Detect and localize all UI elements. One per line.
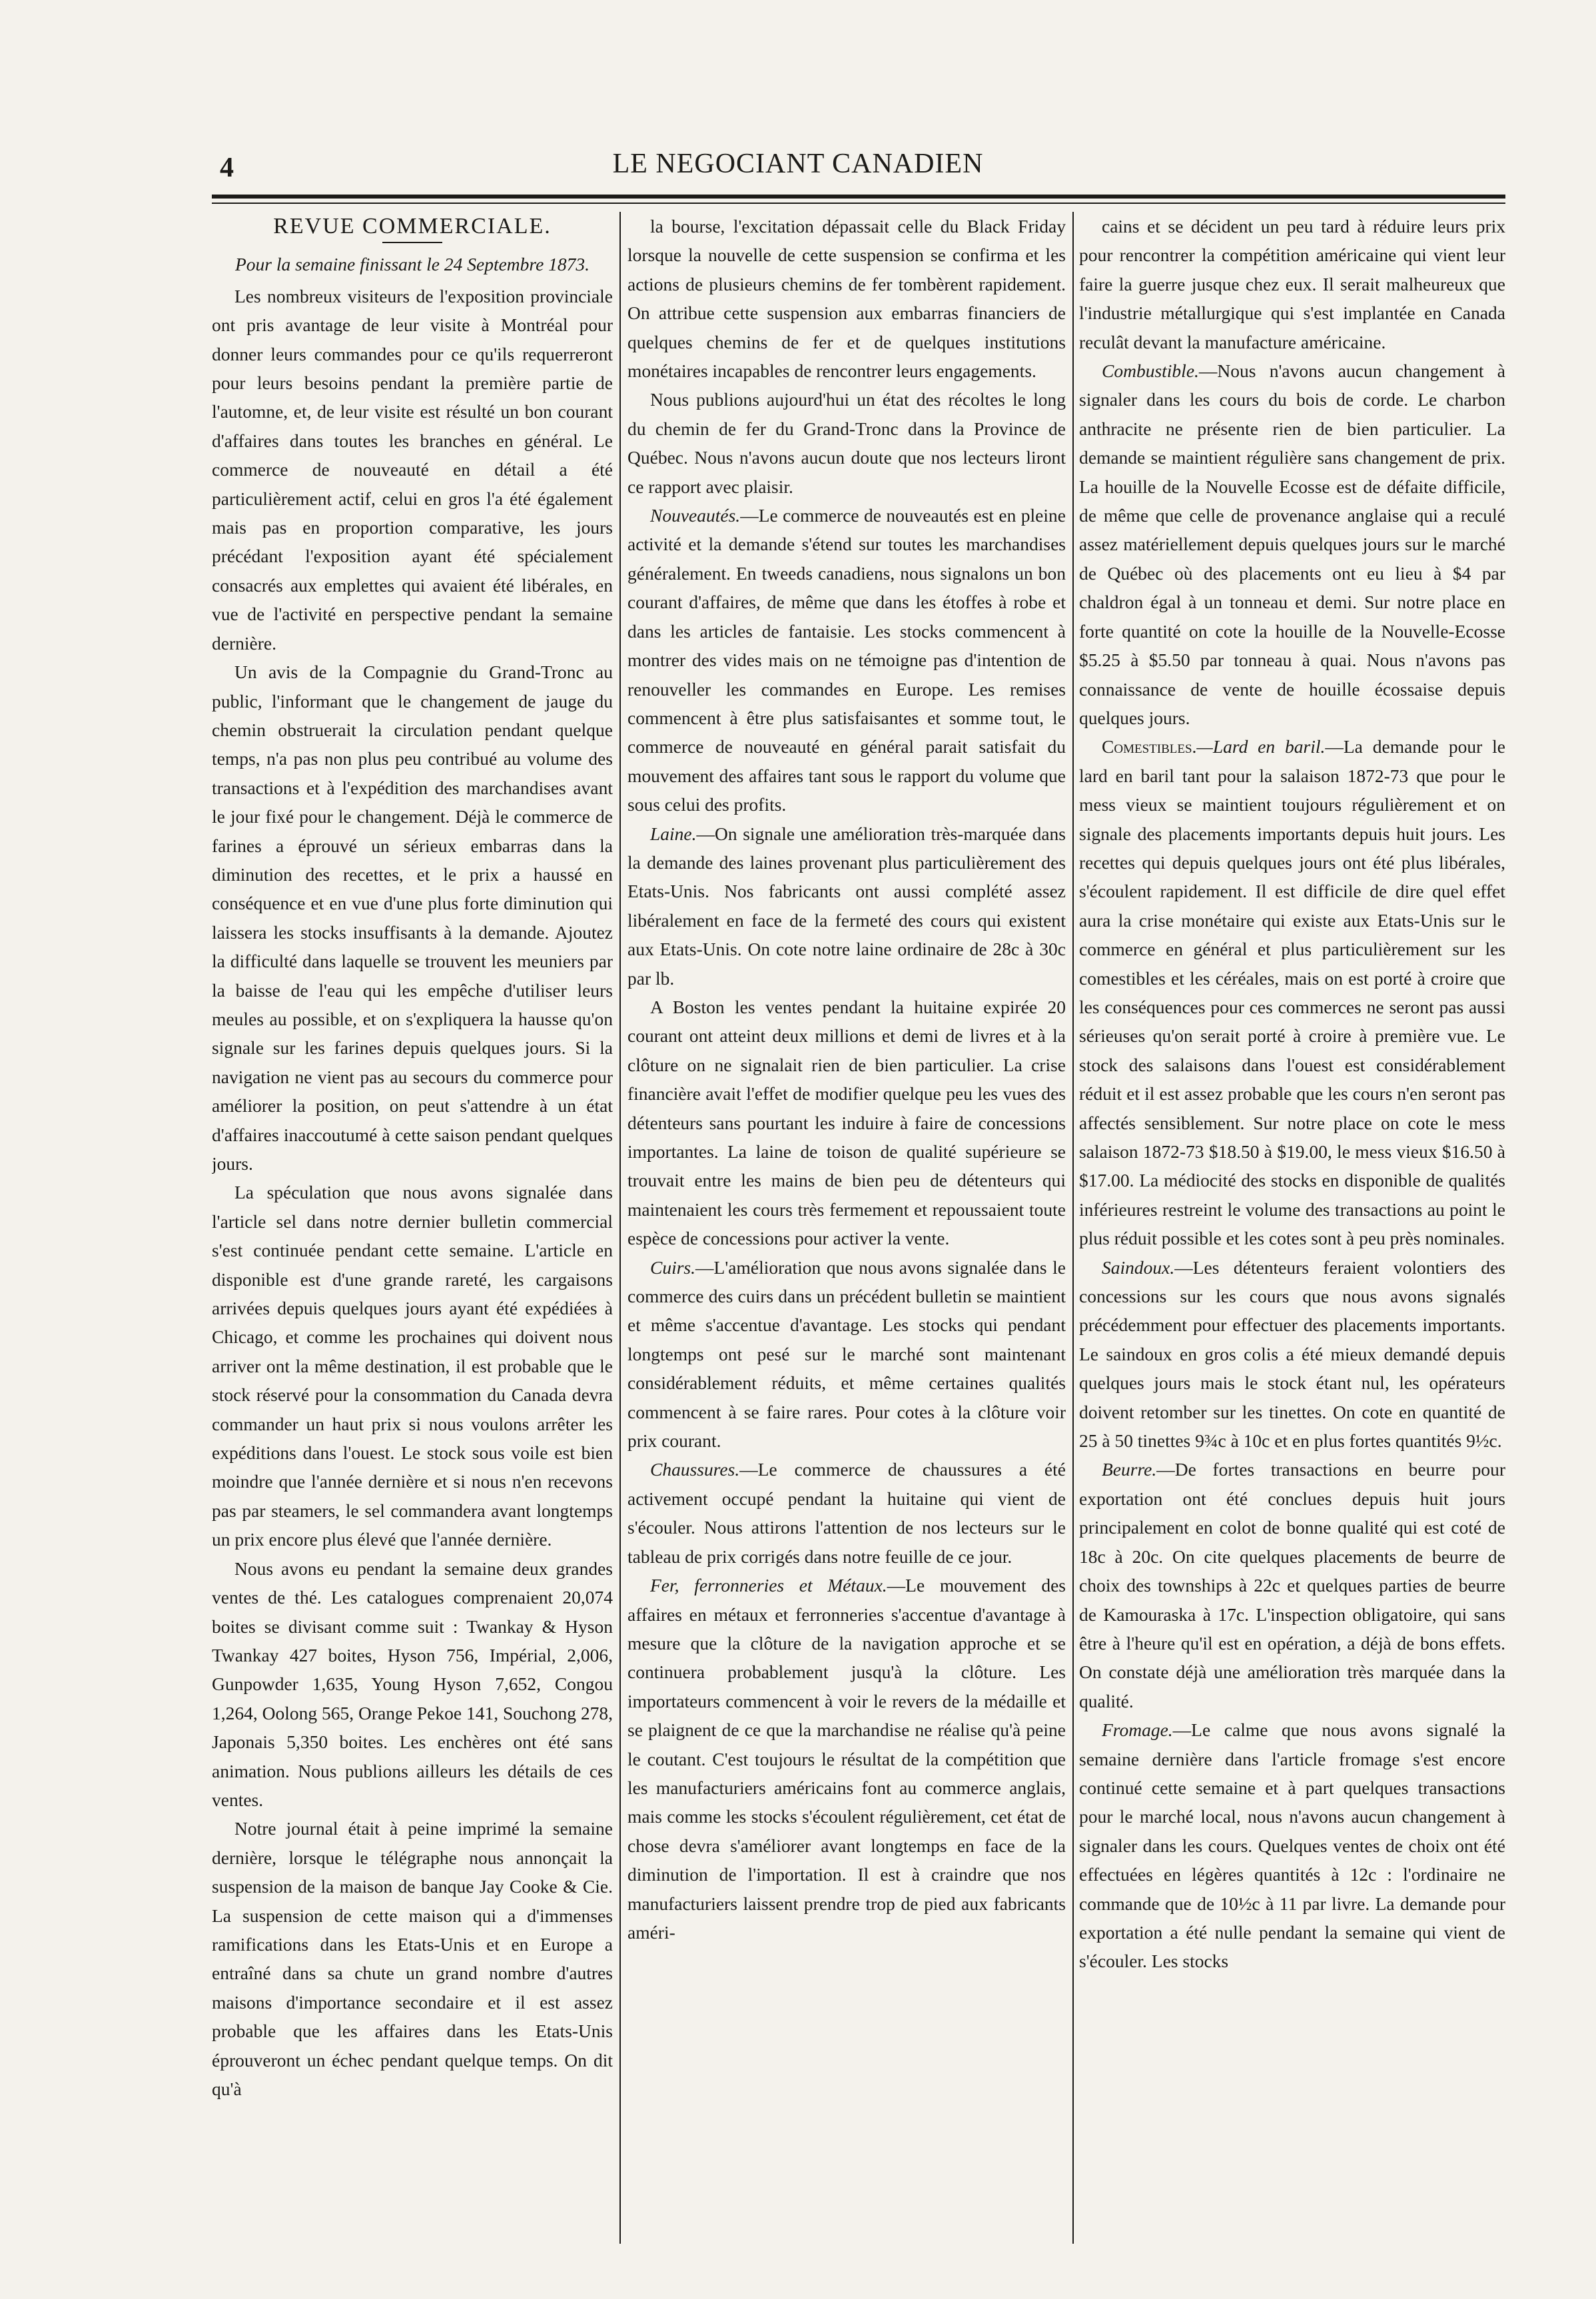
section-keyword: Nouveautés. [650, 505, 741, 526]
page-number: 4 [220, 153, 234, 183]
paragraph-body: —Le calme que nous avons signalé la semaine dernière dans l'article fromage s'est encore continué cette semaine et à part quelques transactions pour le marché local, nous n'avons aucun changement à signaler dans les cours. Quelques ventes de choix ont été effectuées en légères quantités à 12c : l'ordinaire ne commande que de 10½c à 11 par livre. La demande pour exportation a été nulle pendant la semaine qui vient de s'écouler. Les stocks [1079, 1719, 1505, 1972]
section-keyword: Saindoux. [1102, 1256, 1175, 1278]
paragraph [627, 819, 1066, 993]
section-keyword: —Lard en baril. [1196, 736, 1326, 757]
paragraph [1079, 1455, 1505, 1715]
header-rule-thin [212, 203, 1505, 204]
paragraph-body: —Le commerce de nouveautés est en pleine activité et la demande s'étend sur toutes les marchandises généralement. En tweeds canadiens, nous signalons un bon courant d'affaires, de même que dans les étoffes à robe et dans les articles de fantaisie. Les stocks commencent à montrer des vides mais on ne témoigne pas d'intention de renouveller les commandes en Europe. Les remises commencent à être plus satisfaisantes et somme tout, le commerce de nouveauté en général parait satisfait du mouvement des affaires tant sous le rapport du volume que sous celui des profits. [627, 505, 1066, 815]
paragraph: Un avis de la Compagnie du Grand-Tronc au public, l'informant que le changement de jauge du chemin obstruerait la circulation pendant quelque temps, n'a pas non plus peu contribué au volume des transactions et à l'expédition des marchandises avant le jour fixé pour le changement. Déjà le commerce de farines a éprouvé un sérieux embarras dans la diminution des recettes, et le prix a haussé en conséquence et en vue d'une plus forte diminution qui laissera les stocks insuffisants à la demande. Ajoutez la difficulté dans laquelle se trouvent les meuniers par la baisse de l'eau qui les empêche d'utiliser leurs meules au possible, et on s'expliquera la hausse qu'on signale sur les farines depuis quelques jours. Si la navigation ne vient pas au secours du commerce pour améliorer la position, on peut s'attendre à un état d'affaires inaccoutumé à cette saison pendant quelques jours. [212, 662, 613, 1174]
paragraph [1079, 356, 1505, 732]
paragraph: cains et se décident un peu tard à réduire leurs prix pour rencontrer la compétition américaine qui vient leur faire la guerre jusque chez eux. Il serait malheureux que l'industrie métallurgique qui s'est implantée en Canada reculât devant la manufacture américaine. [1079, 216, 1505, 352]
column-3 [1079, 212, 1505, 2244]
section-keyword: Cuirs. [650, 1256, 696, 1278]
column-1 [212, 212, 613, 2244]
paragraph-body: —Nous n'avons aucun changement à signaler dans les cours du bois de corde. Le charbon anthracite ne présente rien de bien particulier. La demande se maintient régulière sans changement de prix. La houille de la Nouvelle Ecosse est de défaite difficile, de même que celle de provenance anglaise qui a reculé assez matériellement depuis quelques jours sur le marché de Québec où des placements ont eu lieu à $4 par chaldron égal à un tonneau et demi. Sur notre place en forte quantité on cote la houille de la Nouvelle-Ecosse $5.25 à $5.50 par tonneau à quai. Nous n'avons pas connaissance de vente de houille écossaise depuis quelques jours. [1079, 360, 1505, 728]
section-keyword: Chaussures. [650, 1459, 740, 1480]
paragraph: A Boston les ventes pendant la huitaine expirée 20 courant ont atteint deux millions et demi de livres et à la clôture on ne signalait rien de bien particulier. La crise financière avait l'effet de modifier quelque peu les vues des détenteurs sans pourtant les induire à faire de concessions importantes. La laine de toison de qualité supérieure se trouvait entre les mains de bien peu de détenteurs qui maintenaient les cours très fermement et repoussaient toute espèce de concessions pour activer la vente. [627, 996, 1066, 1249]
paragraph [1079, 1253, 1505, 1456]
section-heading: Comestibles. [1102, 736, 1197, 757]
section-keyword: Laine. [650, 823, 697, 844]
column-rule [1072, 212, 1074, 2244]
paragraph: Les nombreux visiteurs de l'exposition provinciale ont pris avantage de leur visite à Montréal pour donner leurs commandes pour ce qu'ils requerreront pour leurs besoins pendant la première partie de l'automne, et, de leur visite est résulté un bon courant d'affaires dans toutes les branches en général. Le commerce de nouveauté en détail a été particulièrement actif, celui en gros l'a été également mais pas en proportion comparative, les jours précédant l'exposition ayant été spécialement consacrés aux emplettes qui avaient été libérales, en vue de l'activité en perspective pendant la semaine dernière. [212, 285, 613, 654]
article-dateline: Pour la semaine finissant le 24 Septembre 1873. [234, 254, 590, 275]
paragraph: la bourse, l'excitation dépassait celle du Black Friday lorsque la nouvelle de cette suspension se confirma et les actions de plusieurs chemins de fer tombèrent rapidement. On attribue cette suspension aux embarras financiers de quelques chemins de fer et de quelques institutions monétaires incapables de rencontrer leurs engagements. [627, 216, 1066, 382]
paragraph-body: —Le commerce de chaussures a été activement occupé pendant la huitaine qui vient de s'écouler. Nous attirons l'attention de nos lecteurs sur le tableau de prix corrigés dans notre feuille de ce jour. [627, 1459, 1066, 1567]
paragraph-body: —Les détenteurs feraient volontiers des concessions sur les cours que nous avons signalés précédemment pour effectuer des placements importants. Le saindoux en gros colis a été mieux demandé depuis quelques jours mais le stock étant nul, les opérateurs doivent retomber sur les tinettes. On cote en quantité de 25 à 50 tinettes 9¾c à 10c et en plus fortes quantités 9½c. [1079, 1256, 1505, 1452]
section-keyword: Fromage. [1102, 1719, 1173, 1741]
paragraph-body: —On signale une amélioration très-marquée dans la demande des laines provenant plus particulièrement des Etats-Unis. Nos fabricants ont aussi complété assez libéralement en face de la fermeté des cours qui existent aux Etats-Unis. On cote notre laine ordinaire de 28c à 30c par lb. [627, 823, 1066, 989]
paragraph-body: —L'amélioration que nous avons signalée dans le commerce des cuirs dans un précédent bulletin se maintient et même s'accentue d'avantage. Les stocks qui pendant longtemps ont pesé sur le marché sont maintenant considérablement réduits, et même certaines qualités commencent à se faire rares. Pour cotes à la clôture voir prix courant. [627, 1256, 1066, 1452]
paragraph [627, 1571, 1066, 1947]
section-keyword: Beurre. [1102, 1459, 1157, 1480]
paragraph-body: —De fortes transactions en beurre pour exportation ont été conclues depuis huit jours principalement en colot de bonne qualité qui est coté de 18c à 20c. On cite quelques placements de beurre de choix des townships à 22c et quelques parties de beurre de Kamouraska à 17c. L'inspection obligatoire, qui sans être à l'heure qu'il est en opération, a déjà de bons effets. On constate déjà une amélioration très marquée dans la qualité. [1079, 1459, 1505, 1711]
running-head: LE NEGOCIANT CANADIEN [612, 149, 984, 179]
paragraph: Nous publions aujourd'hui un état des récoltes le long du chemin de fer du Grand-Tronc dans la Province de Québec. Nous n'avons aucun doute que nos lecteurs liront ce rapport avec plaisir. [627, 389, 1066, 497]
paragraph: Nous avons eu pendant la semaine deux grandes ventes de thé. Les catalogues comprenaient 20,074 boites se divisant comme suit : Twankay & Hyson Twankay 427 boites, Hyson 756, Impérial, 2,006, Gunpowder 1,635, Young Hyson 7,652, Congou 1,264, Oolong 565, Orange Pekoe 141, Souchong 278, Japonais 5,350 boites. Les enchères ont été sans animation. Nous publions ailleurs les détails de ces ventes. [212, 1558, 613, 1810]
column-rule [619, 212, 621, 2244]
paragraph-body: —La demande pour le lard en baril tant pour la salaison 1872-73 que pour le mess vieux se maintient toujours régulièrement et on signale des placements importants depuis huit jours. Les recettes qui depuis quelques jours ont été plus libérales, s'écoulent rapidement. Il est difficile de dire quel effet aura la crise monétaire qui existe aux Etats-Unis sur le commerce en général et plus particulièrement sur les comestibles et les céréales, mais on est porté à croire que les conséquences pour ces commerces ne seront pas aussi sérieuses qu'on serait porté à croire à première vue. Le stock des salaisons dans l'ouest est considérablement réduit et il est assez probable que les cours n'en seront pas affectés sensiblement. Sur notre place on cote le mess salaison 1872-73 $18.50 à $19.00, le mess vieux $16.50 à $17.00. La médiocité des stocks en disponible de qualités inférieures restreint le volume des transactions au point le plus réduit possible et les cotes sont à peu près nominales. [1079, 736, 1505, 1249]
paragraph-body: —Le mouvement des affaires en métaux et ferronneries s'accentue d'avantage à mesure que la clôture de la navigation approche et se continuera probablement jusqu'à la clôture. Les importateurs commencent à voir le revers de la médaille et se plaignent de ce que la marchandise ne réalise qu'à peine le coutant. C'est toujours le résultat de la compétition que les manufacturiers américains font au commerce anglais, mais comme les stocks s'écoulent régulièrement, cet état de chose devra s'améliorer avant longtemps en face de la diminution de l'importation. Il est à craindre que nos manufacturiers laissent prendre trop de pied aux fabricants améri- [627, 1575, 1066, 1943]
paragraph: Notre journal était à peine imprimé la semaine dernière, lorsque le télégraphe nous annonçait la suspension de la maison de banque Jay Cooke & Cie. La suspension de cette maison qui a d'immenses ramifications dans les Etats-Unis et en Europe a entraîné dans sa chute un grand nombre d'autres maisons d'importance secondaire et il est assez probable que les affaires dans les Etats-Unis éprouveront un échec pendant quelque temps. On dit qu'à [212, 1818, 613, 2099]
paragraph [627, 1253, 1066, 1456]
title-rule [382, 242, 442, 243]
paragraph [1079, 732, 1505, 1252]
column-2 [627, 212, 1066, 2244]
paragraph: La spéculation que nous avons signalée dans l'article sel dans notre dernier bulletin commercial s'est continuée pendant cette semaine. L'article en disponible est d'une grande rareté, les cargaisons arrivées depuis quelques jours ayant été expédiées à Chicago, et comme les prochaines qui doivent nous arriver ont la même destination, il est probable que le stock réservé pour la consommation du Canada devra commander un haut prix si nous voulons arrêter les expéditions dans l'ouest. Le stock sous voile est bien moindre que l'année dernière et si nous n'en recevons pas par steamers, le sel commandera avant longtemps un prix encore plus élevé que l'année dernière. [212, 1182, 613, 1550]
header-rule [212, 195, 1505, 199]
article-title: REVUE COMMERCIALE. [273, 214, 552, 238]
paragraph [627, 1455, 1066, 1571]
paragraph [1079, 1715, 1505, 1976]
section-keyword: Fer, ferronneries et Métaux. [650, 1575, 887, 1596]
paragraph [627, 501, 1066, 819]
section-keyword: Combustible. [1102, 360, 1199, 382]
